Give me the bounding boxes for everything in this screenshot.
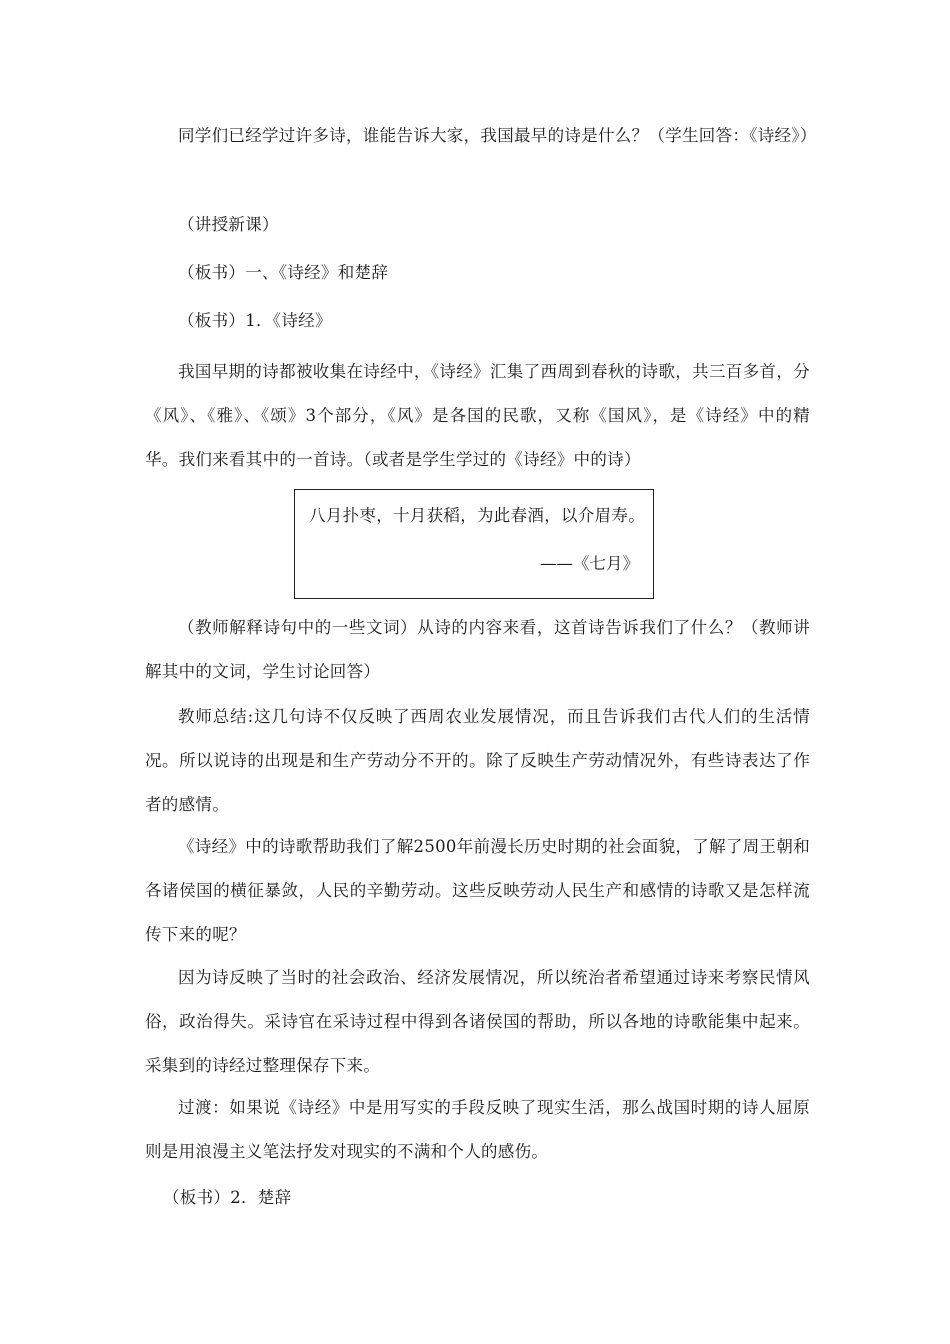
poem-text: 八月扑枣，十月获稻，为此春酒，以介眉寿。 — [309, 506, 645, 525]
intro-question-paragraph: 同学们已经学过许多诗，谁能告诉大家，我国最早的诗是什么？（学生回答：《诗经》） — [178, 126, 817, 145]
poem-box — [294, 489, 654, 599]
lecture-marker: （讲授新课） — [178, 215, 279, 234]
shijing-intro-paragraph: 我国早期的诗都被收集在诗经中，《诗经》汇集了西周到春秋的诗歌，共三百多首，分《风》、《雅》、《颂》3个部分，《风》是各国的民歌，又称《国风》，是《诗经》中的精华。我们来看其中的一首诗。（或者是学生学过的《诗经》中的诗） — [145, 362, 810, 469]
teacher-summary-paragraph: 教师总结:这几句诗不仅反映了西周农业发展情况，而且告诉我们古代人们的生活情况。所以说诗的出现是和生产劳动分不开的。除了反映生产劳动情况外，有些诗表达了作者的感情。 — [145, 707, 810, 814]
reason-paragraph: 因为诗反映了当时的社会政治、经济发展情况，所以统治者希望通过诗来考察民情风俗，政治得失。采诗官在采诗过程中得到各诸侯国的帮助，所以各地的诗歌能集中起来。采集到的诗经过整理保存下来。 — [145, 968, 810, 1075]
board-subheading-1: （板书）1．《诗经》 — [178, 311, 332, 330]
poem-source: ——《七月》 — [540, 554, 639, 573]
history-paragraph: 《诗经》中的诗歌帮助我们了解2500年前漫长历史时期的社会面貌，了解了周王朝和各诸侯国的横征暴敛，人民的辛勤劳动。这些反映劳动人民生产和感情的诗歌又是怎样流传下来的呢？ — [145, 837, 810, 944]
teacher-explain-paragraph: （教师解释诗句中的一些文词）从诗的内容来看，这首诗告诉我们了什么？（教师讲解其中的文词，学生讨论回答） — [145, 618, 810, 681]
board-subheading-2: （板书）2．楚辞 — [163, 1188, 292, 1207]
transition-paragraph: 过渡：如果说《诗经》中是用写实的手段反映了现实生活，那么战国时期的诗人屈原则是用浪漫主义笔法抒发对现实的不满和个人的感伤。 — [145, 1098, 810, 1161]
board-heading-1: （板书）一、《诗经》和楚辞 — [178, 263, 389, 282]
